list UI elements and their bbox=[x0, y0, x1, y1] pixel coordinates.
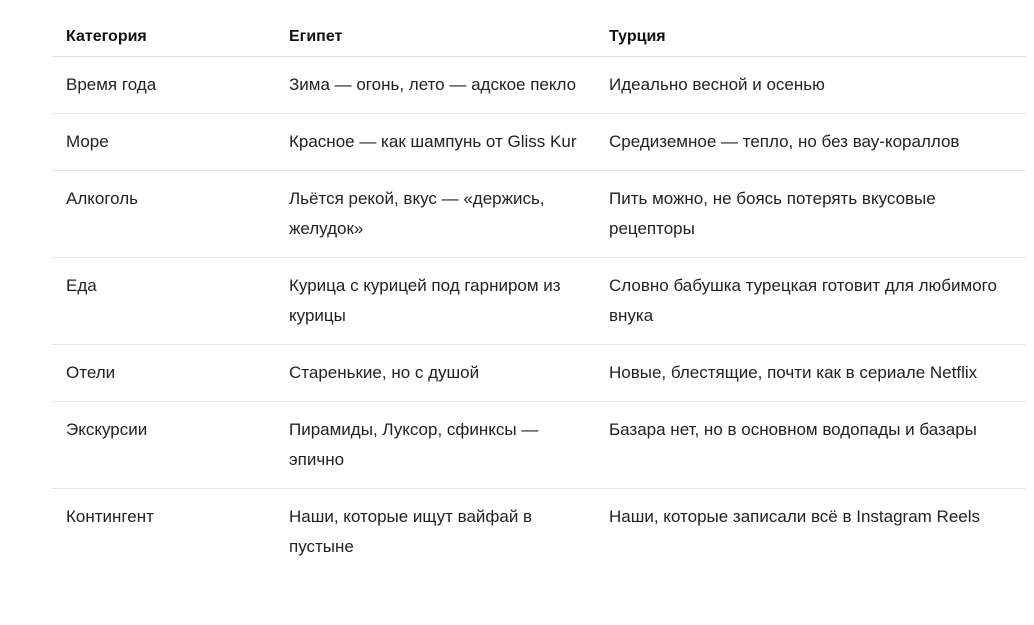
cell-turkey: Пить можно, не боясь потерять вкусовые рецепторы bbox=[595, 171, 1026, 258]
table-row bbox=[52, 171, 1026, 258]
cell-egypt: Курица с курицей под гарниром из курицы bbox=[275, 258, 595, 345]
table-row bbox=[52, 489, 1026, 576]
cell-turkey: Базара нет, но в основном водопады и базары bbox=[595, 402, 1026, 489]
header-category: Категория bbox=[52, 0, 275, 57]
table-row bbox=[52, 114, 1026, 171]
cell-turkey: Новые, блестящие, почти как в сериале Netflix bbox=[595, 345, 1026, 402]
cell-egypt: Наши, которые ищут вайфай в пустыне bbox=[289, 507, 533, 556]
cell-turkey: Идеально весной и осенью bbox=[595, 57, 1026, 114]
table-row bbox=[52, 345, 1026, 402]
cell-turkey: Словно бабушка турецкая готовит для любимого внука bbox=[595, 258, 1026, 345]
table-row bbox=[52, 402, 1026, 489]
cell-category: Еда bbox=[52, 258, 275, 345]
cell-category: Время года bbox=[52, 57, 275, 114]
table-row bbox=[52, 57, 1026, 114]
comparison-table bbox=[52, 0, 1026, 575]
cell-egypt: Красное — как шампунь от Gliss Kur bbox=[275, 114, 595, 171]
cell-egypt: Льётся рекой, вкус — «держись, желудок» bbox=[275, 171, 595, 258]
table-header-row bbox=[52, 0, 1026, 57]
cell-turkey: Наши, которые записали всё в Instagram Reels bbox=[609, 507, 981, 526]
cell-egypt: Зима — огонь, лето — адское пекло bbox=[275, 57, 595, 114]
cell-category: Море bbox=[52, 114, 275, 171]
cell-category: Алкоголь bbox=[52, 171, 275, 258]
cell-egypt: Старенькие, но с душой bbox=[275, 345, 595, 402]
cell-category: Контингент bbox=[66, 507, 154, 526]
cell-turkey: Средиземное — тепло, но без вау-кораллов bbox=[595, 114, 1026, 171]
cell-category: Экскурсии bbox=[52, 402, 275, 489]
header-turkey: Турция bbox=[595, 0, 1026, 57]
table-row bbox=[52, 258, 1026, 345]
cell-category: Отели bbox=[52, 345, 275, 402]
cell-egypt: Пирамиды, Луксор, сфинксы — эпично bbox=[275, 402, 595, 489]
header-egypt: Египет bbox=[275, 0, 595, 57]
